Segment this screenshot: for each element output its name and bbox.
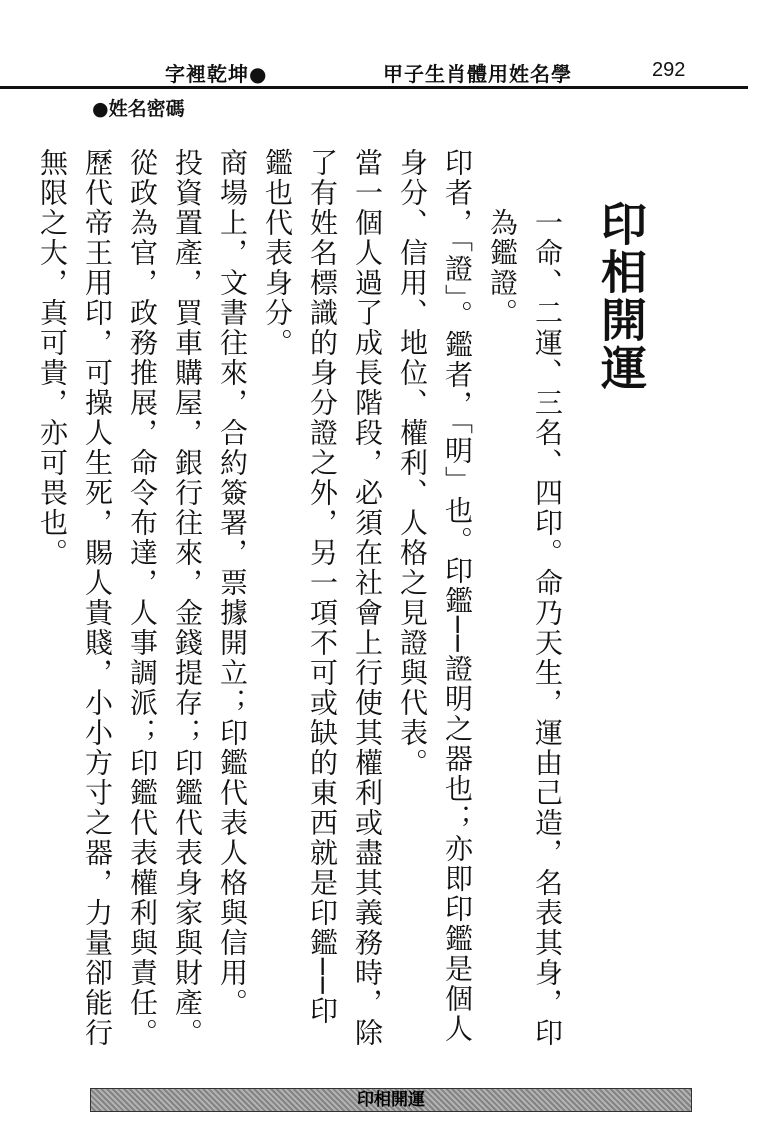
page-number: 292 bbox=[652, 59, 686, 81]
paragraph: 商場上，文書往來，合約簽署，票據開立；印鑑代表人格與信用。 bbox=[216, 148, 249, 1018]
footer-title: 印相開運 bbox=[357, 1090, 425, 1110]
footer-banner bbox=[90, 1088, 692, 1112]
body-text bbox=[36, 148, 570, 1048]
header-book-title: 甲子生肖體用姓名學 bbox=[383, 62, 572, 86]
header-rule bbox=[0, 86, 748, 89]
chapter-title: 印相開運 bbox=[594, 200, 648, 392]
paragraph: 一命、二運、三名、四印。命乃天生，運由己造，名表其身，印為鑑證。 bbox=[486, 208, 564, 1048]
paragraph: 當一個人過了成長階段，必須在社會上行使其權利或盡其義務時，除了有姓名標識的身分證之外，另一項不可或缺的東西就是印鑑──印鑑也代表身分。 bbox=[261, 148, 384, 1048]
paragraph: 印者，「證」。鑑者，「明」也。印鑑──證明之器也；亦即印鑑是個人身分、信用、地位、權利、人格之見證與代表。 bbox=[396, 148, 474, 1044]
paragraph: 從政為官，政務推展，命令布達，人事調派；印鑑代表權利與責任。歷代帝王用印，可操人生死，賜人貴賤，小小方寸之器，力量卻能行無限之大，真可貴，亦可畏也。 bbox=[36, 148, 159, 1048]
header-left-title: 字裡乾坤● bbox=[165, 62, 268, 86]
page-header bbox=[0, 0, 766, 90]
section-tag: ●姓名密碼 bbox=[92, 98, 185, 120]
paragraph: 投資置產，買車購屋，銀行往來，金錢提存；印鑑代表身家與財產。 bbox=[171, 148, 204, 1048]
